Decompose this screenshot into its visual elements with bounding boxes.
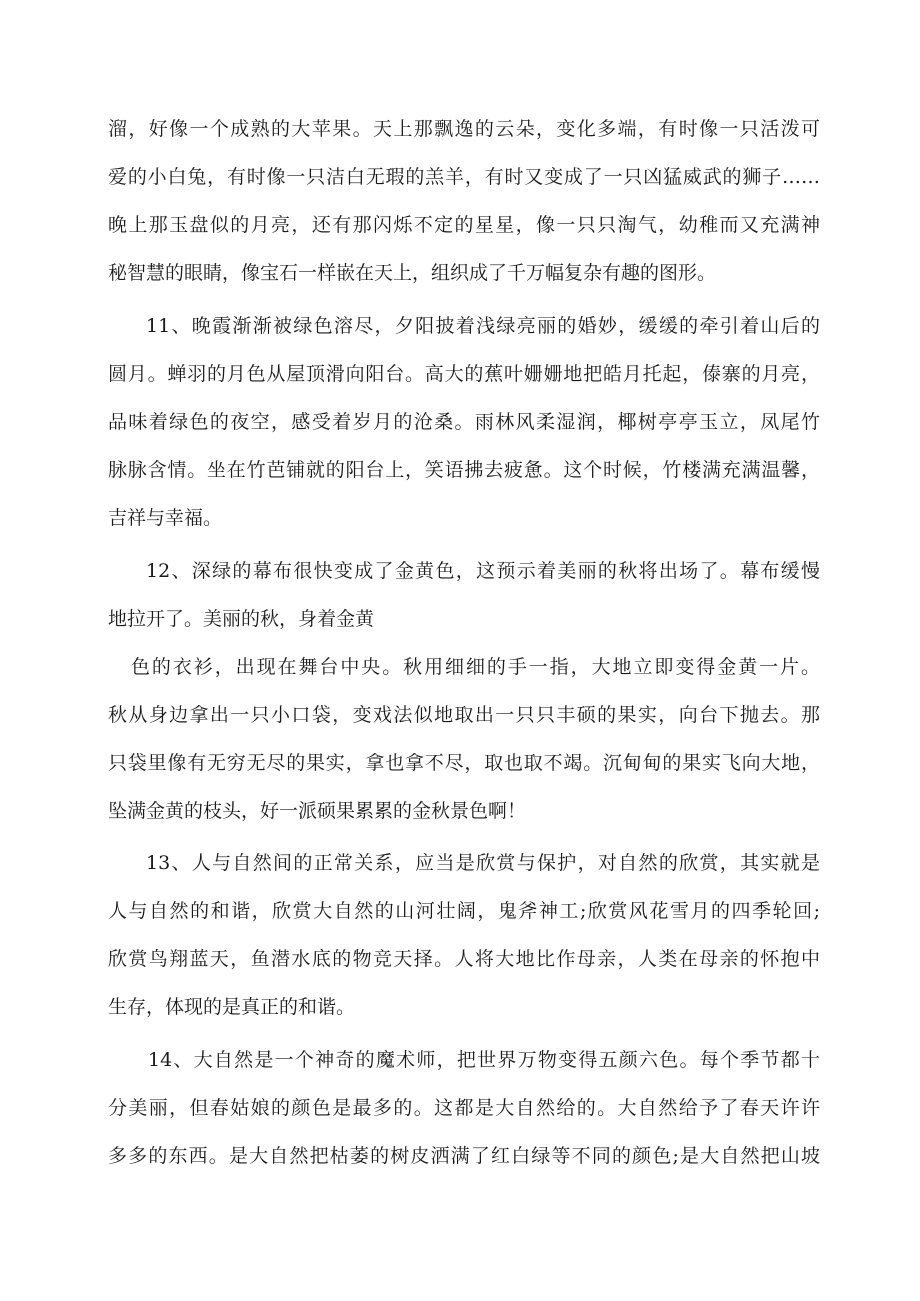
- paragraph-intro-line-2: 爱的小白兔，有时像一只洁白无瑕的羔羊，有时又变成了一只凶猛威武的狮子……: [108, 166, 820, 188]
- paragraph-intro-line-3: 晚上那玉盘似的月亮，还有那闪烁不定的星星，像一只只淘气，幼稚而又充满神: [108, 214, 820, 236]
- paragraph-13-line-3: 欣赏鸟翔蓝天，鱼潜水底的物竞天择。人将大地比作母亲，人类在母亲的怀抱中: [108, 948, 820, 970]
- paragraph-14-line-1: 14、大自然是一个神奇的魔术师，把世界万物变得五颜六色。每个季节都十: [148, 1049, 820, 1071]
- paragraph-14-line-2: 分美丽，但春姑娘的颜色是最多的。这都是大自然给的。大自然给予了春天许许: [108, 1097, 820, 1119]
- paragraph-14-line-3: 多多的东西。是大自然把枯萎的树皮洒满了红白绿等不同的颜色;是大自然把山坡: [108, 1145, 820, 1167]
- paragraph-12b-line-2: 秋从身边拿出一只小口袋，变戏法似地取出一只只丰硕的果实，向台下抛去。那: [108, 704, 820, 726]
- paragraph-13-line-2: 人与自然的和谐，欣赏大自然的山河壮阔，鬼斧神工;欣赏风花雪月的四季轮回;: [108, 900, 820, 922]
- paragraph-12-line-1: 12、深绿的幕布很快变成了金黄色，这预示着美丽的秋将出场了。幕布缓慢: [146, 560, 820, 582]
- paragraph-11-line-3: 品味着绿色的夜空，感受着岁月的沧桑。雨林风柔湿润，椰树亭亭玉立，凤尾竹: [108, 411, 820, 433]
- paragraph-12b-line-4: 坠满金黄的枝头，好一派硕果累累的金秋景色啊！: [108, 800, 527, 822]
- paragraph-11-line-4: 脉脉含情。坐在竹芭铺就的阳台上，笑语拂去疲惫。这个时候，竹楼满充满温馨，: [108, 459, 820, 481]
- paragraph-13-line-1: 13、人与自然间的正常关系，应当是欣赏与保护，对自然的欣赏，其实就是: [146, 852, 820, 874]
- paragraph-12-line-2: 地拉开了。美丽的秋，身着金黄: [108, 608, 375, 630]
- paragraph-12b-line-1: 色的衣衫，出现在舞台中央。秋用细细的手一指，大地立即变得金黄一片。: [131, 656, 820, 678]
- paragraph-intro-line-1: 溜，好像一个成熟的大苹果。天上那飘逸的云朵，变化多端，有时像一只活泼可: [108, 118, 820, 140]
- paragraph-11-line-5: 吉祥与幸福。: [108, 507, 223, 529]
- paragraph-11-line-1: 11、晚霞渐渐被绿色溶尽，夕阳披着浅绿亮丽的婚妙，缓缓的牵引着山后的: [146, 315, 820, 337]
- paragraph-13-line-4: 生存，体现的是真正的和谐。: [108, 996, 356, 1018]
- paragraph-11-line-2: 圆月。蝉羽的月色从屋顶滑向阳台。高大的蕉叶姗姗地把皓月托起，傣寨的月亮，: [108, 363, 820, 385]
- paragraph-12b-line-3: 只袋里像有无穷无尽的果实，拿也拿不尽，取也取不竭。沉甸甸的果实飞向大地，: [108, 752, 820, 774]
- paragraph-intro-line-4: 秘智慧的眼睛，像宝石一样嵌在天上，组织成了千万幅复杂有趣的图形。: [108, 262, 717, 284]
